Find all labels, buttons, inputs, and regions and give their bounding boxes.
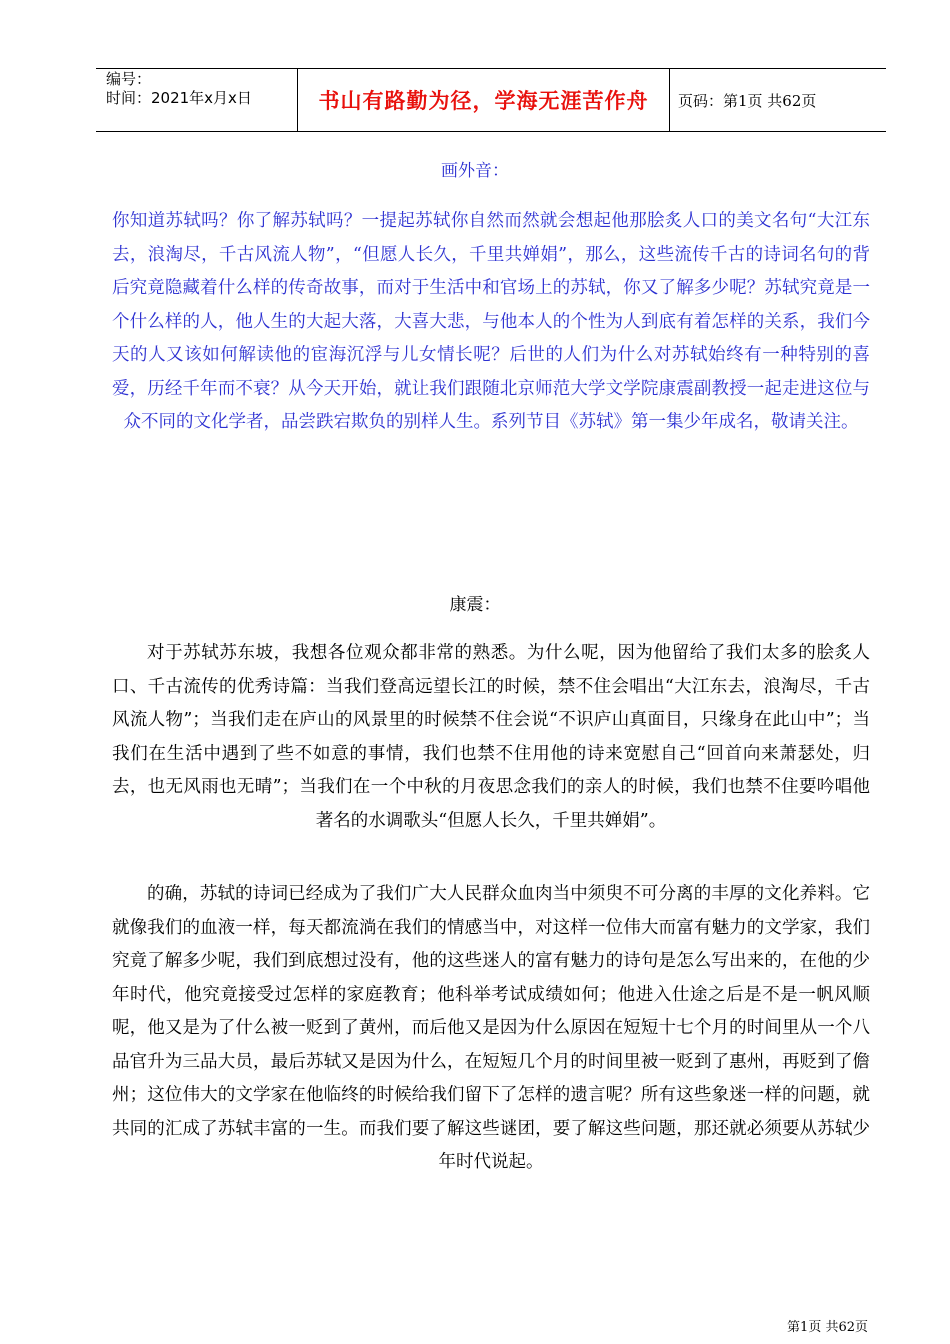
footer-page-number: 第1页 共62页 [787,1320,868,1335]
body-paragraph-1: 对于苏轼苏东坡，我想各位观众都非常的熟悉。为什么呢，因为他留给了我们太多的脍炙人口、千古流传的优秀诗篇：当我们登高远望长江的时候，禁不住会唱出“大江东去，浪淘尽，千古风流人物”；当我们走在庐山的风景里的时候禁不住会说“不识庐山真面目，只缘身在此山中”；当我们在生活中遇到了些不如意的事情，我们也禁不住用他的诗来宽慰自己“回首向来萧瑟处，归去，也无风雨也无晴”；当我们在一个中秋的月夜思念我们的亲人的时候，我们也禁不住要吟唱他著名的水调歌头“但愿人长久，千里共婵娟”。 [112,643,870,831]
page-header [96,68,886,132]
body-paragraph-2: 的确，苏轼的诗词已经成为了我们广大人民群众血肉当中须臾不可分离的丰厚的文化养料。它就像我们的血液一样，每天都流淌在我们的情感当中，对这样一位伟大而富有魅力的文学家，我们究竟了解多少呢，我们到底想过没有，他的这些迷人的富有魅力的诗句是怎么写出来的，在他的少年时代，他究竟接受过怎样的家庭教育；他科举考试成绩如何；他进入仕途之后是不是一帆风顺呢，他又是为了什么被一贬到了黄州，而后他又是因为什么原因在短短十七个月的时间里从一个八品官升为三品大员，最后苏轼又是因为什么，在短短几个月的时间里被一贬到了惠州，再贬到了儋州；这位伟大的文学家在他临终的时候给我们留下了怎样的遗言呢？所有这些象迷一样的问题，就共同的汇成了苏轼丰富的一生。而我们要了解这些谜团，要了解这些问题，那还就必须要从苏轼少年时代说起。 [112,884,870,1172]
motto-text: 书山有路勤为径，学海无涯苦作舟 [318,88,649,113]
date-label: 时间：2021年x月x日 [106,89,252,107]
header-page-number: 页码：第1页 共62页 [678,91,817,110]
header-motto-cell [298,69,670,131]
narrator-heading: 画外音： [441,161,509,181]
header-meta [96,69,298,131]
narration-paragraph: 你知道苏轼吗？你了解苏轼吗？一提起苏轼你自然而然就会想起他那脍炙人口的美文名句“大江东去，浪淘尽，千古风流人物”，“但愿人长久，千里共婵娟”，那么，这些流传千古的诗词名句的背后究竟隐藏着什么样的传奇故事，而对于生活中和官场上的苏轼，你又了解多少呢？苏轼究竟是一个什么样的人，他人生的大起大落，大喜大悲，与他本人的个性为人到底有着怎样的关系，我们今天的人又该如何解读他的宦海沉浮与儿女情长呢？后世的人们为什么对苏轼始终有一种特别的喜爱，历经千年而不衰？从今天开始，就让我们跟随北京师范大学文学院康震副教授一起走进这位与众不同的文化学者，品尝跌宕欺负的别样人生。系列节目《苏轼》第一集少年成名，敬请关注。 [112,211,870,432]
speaker-heading: 康震： [449,595,501,615]
serial-number-label: 编号： [106,70,152,88]
header-page-cell [670,69,886,131]
